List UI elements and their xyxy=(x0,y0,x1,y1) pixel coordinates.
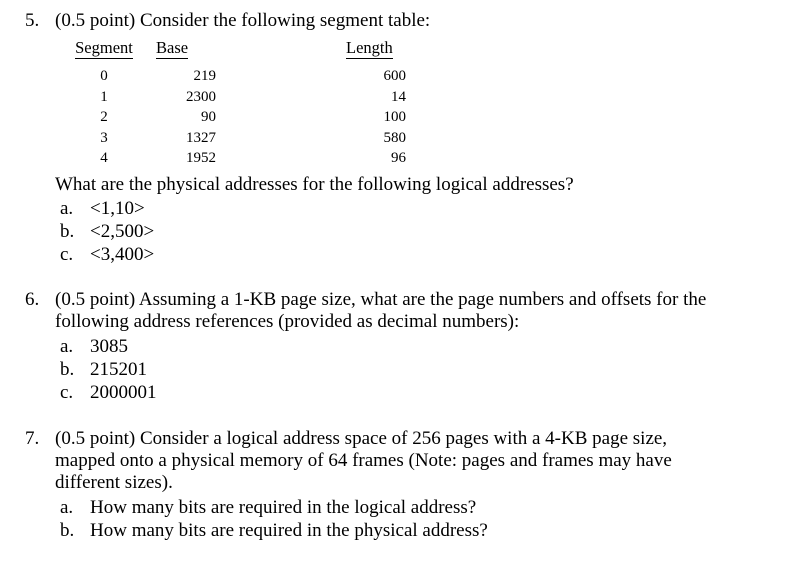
question-text-line: different sizes). xyxy=(55,472,173,493)
option-letter: c. xyxy=(60,244,74,265)
option-c xyxy=(60,382,157,404)
cell-segment: 0 xyxy=(100,68,108,85)
question-text: (0.5 point) Consider the following segment table: xyxy=(55,10,431,31)
option-text: 3085 xyxy=(90,336,128,357)
option-letter: b. xyxy=(60,221,75,242)
option-text: <1,10> xyxy=(90,198,145,219)
cell-segment: 2 xyxy=(100,109,108,126)
cell-length: 100 xyxy=(383,109,406,126)
question-number: 6. xyxy=(25,289,40,310)
option-text: 2000001 xyxy=(90,382,157,403)
question-prompt: What are the physical addresses for the following logical addresses? xyxy=(55,174,574,195)
cell-base: 1327 xyxy=(186,129,216,146)
question-text-line: (0.5 point) Assuming a 1-KB page size, what are the page numbers and offsets for the xyxy=(55,289,707,310)
table-row xyxy=(52,87,441,108)
question-text-line: mapped onto a physical memory of 64 frames (Note: pages and frames may have xyxy=(55,450,672,471)
header-base: Base xyxy=(156,38,189,57)
cell-length: 600 xyxy=(383,68,406,85)
option-a xyxy=(60,198,145,220)
option-letter: c. xyxy=(60,382,74,403)
table-row xyxy=(52,128,441,149)
option-letter: b. xyxy=(60,359,75,380)
option-text: How many bits are required in the logical address? xyxy=(90,497,477,518)
option-letter: a. xyxy=(60,198,74,219)
question-number: 5. xyxy=(25,10,40,31)
cell-length: 580 xyxy=(383,129,406,146)
cell-length: 96 xyxy=(391,150,406,167)
table-row xyxy=(52,148,441,169)
cell-segment: 3 xyxy=(100,129,108,146)
option-letter: a. xyxy=(60,336,74,357)
cell-base: 90 xyxy=(201,109,216,126)
segment-table xyxy=(52,36,441,169)
cell-length: 14 xyxy=(391,88,406,105)
option-b xyxy=(60,221,154,243)
option-text: <3,400> xyxy=(90,244,155,265)
cell-segment: 4 xyxy=(100,150,108,167)
option-text: 215201 xyxy=(90,359,147,380)
cell-base: 2300 xyxy=(186,88,216,105)
question-text-line: (0.5 point) Consider a logical address space of 256 pages with a 4-KB page size, xyxy=(55,428,668,449)
header-segment: Segment xyxy=(75,38,133,57)
cell-segment: 1 xyxy=(100,88,108,105)
question-number: 7. xyxy=(25,428,40,449)
header-length: Length xyxy=(346,38,393,57)
table-row xyxy=(52,107,441,128)
option-letter: a. xyxy=(60,497,74,518)
option-b xyxy=(60,520,488,542)
question-text-line: following address references (provided as decimal numbers): xyxy=(55,311,520,332)
option-text: <2,500> xyxy=(90,221,155,242)
option-letter: b. xyxy=(60,520,75,541)
table-row xyxy=(52,60,441,87)
cell-base: 1952 xyxy=(186,150,216,167)
option-c xyxy=(60,244,154,266)
option-text: How many bits are required in the physical address? xyxy=(90,520,488,541)
option-a xyxy=(60,497,476,519)
option-a xyxy=(60,336,128,358)
option-b xyxy=(60,359,147,381)
cell-base: 219 xyxy=(193,68,216,85)
